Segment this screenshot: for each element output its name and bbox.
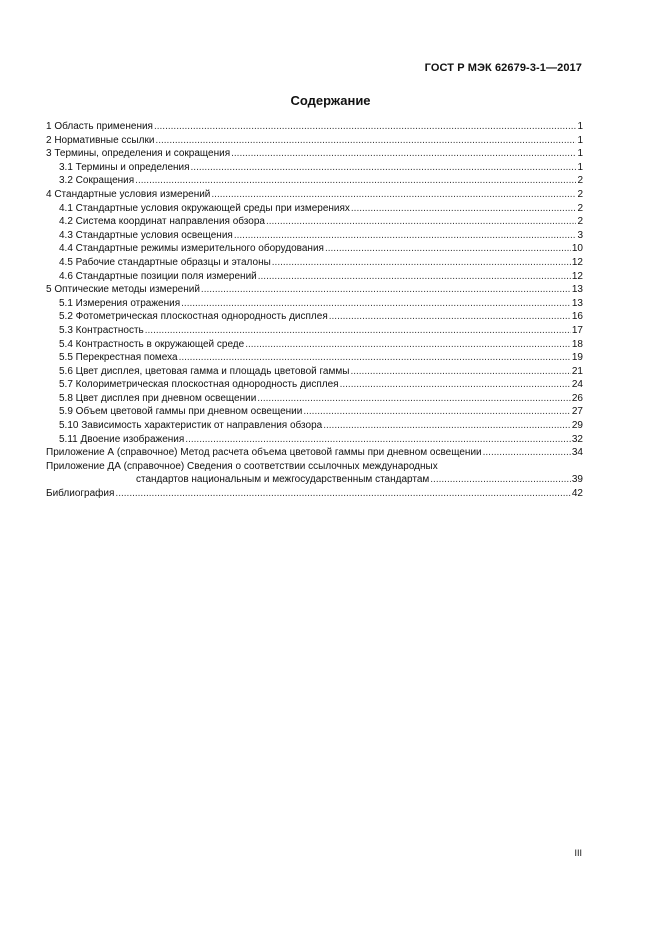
toc-entry-page: 12 xyxy=(571,270,583,282)
toc-entry[interactable] xyxy=(46,174,583,188)
table-of-contents xyxy=(46,120,583,501)
toc-entry[interactable] xyxy=(46,351,583,365)
toc-leader-dots xyxy=(258,270,571,284)
toc-leader-dots xyxy=(201,283,571,297)
toc-entry-label: 4.1 Стандартные условия окружающей среды при измерениях xyxy=(59,202,350,214)
toc-entry[interactable] xyxy=(46,392,583,406)
toc-leader-dots xyxy=(430,473,571,487)
toc-entry-label: 4.3 Стандартные условия освещения xyxy=(59,229,233,241)
toc-entry-label: 5.11 Двоение изображения xyxy=(59,433,185,445)
toc-entry[interactable] xyxy=(46,310,583,324)
toc-entry[interactable] xyxy=(46,378,583,392)
toc-entry-page: 3 xyxy=(577,229,583,241)
toc-entry[interactable] xyxy=(46,202,583,216)
toc-entry[interactable] xyxy=(46,256,583,270)
toc-entry-label: 3.1 Термины и определения xyxy=(59,161,190,173)
toc-entry-label: 5.1 Измерения отражения xyxy=(59,297,181,309)
toc-entry-page: 2 xyxy=(577,202,583,214)
toc-entry-page: 1 xyxy=(577,121,583,132)
toc-entry[interactable] xyxy=(46,147,583,161)
toc-entry[interactable] xyxy=(46,215,583,229)
toc-entry[interactable] xyxy=(46,242,583,256)
toc-entry-label: Приложение ДА (справочное) Сведения о соответствии ссылочных международных xyxy=(46,460,438,472)
toc-entry-label: 1 Область применения xyxy=(46,121,153,132)
toc-entry-label: 4 Стандартные условия измерений xyxy=(46,188,211,200)
toc-entry-label: 4.6 Стандартные позиции поля измерений xyxy=(59,270,257,282)
toc-entry-page: 29 xyxy=(571,420,583,432)
toc-entry-page: 12 xyxy=(571,256,583,268)
toc-entry-page: 1 xyxy=(577,134,583,146)
toc-leader-dots xyxy=(154,120,576,134)
toc-entry-page: 18 xyxy=(571,338,583,350)
toc-entry-page: 1 xyxy=(577,148,583,160)
toc-entry-label: стандартов национальным и межгосударственным стандартам xyxy=(136,474,430,486)
toc-entry-page: 2 xyxy=(577,175,583,187)
document-number: ГОСТ Р МЭК 62679-3-1—2017 xyxy=(424,62,582,74)
toc-leader-dots xyxy=(234,229,577,243)
toc-entry[interactable] xyxy=(46,134,583,148)
toc-leader-dots xyxy=(245,338,571,352)
toc-entry-label: 5.6 Цвет дисплея, цветовая гамма и площадь цветовой гаммы xyxy=(59,365,350,377)
toc-entry-page: 39 xyxy=(571,474,583,486)
toc-entry-bibliography[interactable] xyxy=(46,487,583,501)
toc-leader-dots xyxy=(115,487,570,501)
toc-leader-dots xyxy=(351,202,577,216)
toc-entry-label: Приложение А (справочное) Метод расчета объема цветовой гаммы при дневном освещении xyxy=(46,447,482,459)
page-number: III xyxy=(574,848,582,858)
toc-entry-page: 21 xyxy=(571,365,583,377)
toc-entry[interactable] xyxy=(46,161,583,175)
toc-entry-label: 3 Термины, определения и сокращения xyxy=(46,148,231,160)
toc-entry-page: 2 xyxy=(577,216,583,228)
toc-entry[interactable] xyxy=(46,324,583,338)
toc-entry-page: 2 xyxy=(577,188,583,200)
page-title: Содержание xyxy=(290,93,371,108)
toc-entry[interactable] xyxy=(46,297,583,311)
toc-entry-page: 42 xyxy=(571,488,583,500)
toc-leader-dots xyxy=(231,147,576,161)
toc-entry-page: 17 xyxy=(571,324,583,336)
toc-entry[interactable] xyxy=(46,229,583,243)
toc-entry-page: 10 xyxy=(571,243,583,255)
toc-leader-dots xyxy=(303,405,571,419)
toc-entry[interactable] xyxy=(46,419,583,433)
toc-entry-label: 4.4 Стандартные режимы измерительного оборудования xyxy=(59,243,324,255)
toc-leader-dots xyxy=(340,378,571,392)
toc-leader-dots xyxy=(179,351,571,365)
toc-leader-dots xyxy=(350,365,570,379)
toc-entry-label: 5.4 Контрастность в окружающей среде xyxy=(59,338,245,350)
toc-leader-dots xyxy=(185,433,571,447)
toc-leader-dots xyxy=(211,188,576,202)
toc-entry-page: 24 xyxy=(571,379,583,391)
toc-entry-label: 5.9 Объем цветовой гаммы при дневном освещении xyxy=(59,406,303,418)
toc-entry-label: 5 Оптические методы измерений xyxy=(46,284,200,296)
toc-entry[interactable] xyxy=(46,283,583,297)
toc-entry-label: 5.2 Фотометрическая плоскостная однородность дисплея xyxy=(59,311,328,323)
toc-leader-dots xyxy=(155,134,576,148)
toc-leader-dots xyxy=(191,161,577,175)
toc-entry-page: 16 xyxy=(571,311,583,323)
toc-entry[interactable] xyxy=(46,365,583,379)
toc-leader-dots xyxy=(257,392,571,406)
toc-entry-page: 19 xyxy=(571,352,583,364)
toc-entry-label: 5.3 Контрастность xyxy=(59,324,144,336)
toc-entry-page: 13 xyxy=(571,284,583,296)
toc-leader-dots xyxy=(145,324,571,338)
toc-leader-dots xyxy=(329,310,571,324)
toc-entry[interactable] xyxy=(46,405,583,419)
toc-entry-label: 4.5 Рабочие стандартные образцы и эталоны xyxy=(59,256,271,268)
toc-entry[interactable] xyxy=(46,270,583,284)
toc-entry[interactable] xyxy=(46,120,583,134)
toc-entry[interactable] xyxy=(46,188,583,202)
toc-entry[interactable] xyxy=(46,433,583,447)
toc-entry[interactable] xyxy=(46,338,583,352)
toc-entry-page: 26 xyxy=(571,392,583,404)
toc-entry[interactable] xyxy=(46,446,583,460)
toc-entry-label: Библиография xyxy=(46,488,115,500)
toc-entry-label: 2 Нормативные ссылки xyxy=(46,134,155,146)
toc-leader-dots xyxy=(272,256,571,270)
toc-leader-dots xyxy=(181,297,571,311)
toc-entry-appendix-da-continued[interactable] xyxy=(46,473,583,487)
toc-entry-label: 5.5 Перекрестная помеха xyxy=(59,352,178,364)
toc-entry-page: 32 xyxy=(571,433,583,445)
toc-entry-label: 3.2 Сокращения xyxy=(59,175,135,187)
toc-leader-dots xyxy=(266,215,576,229)
toc-entry-label: 5.7 Колориметрическая плоскостная однородность дисплея xyxy=(59,379,339,391)
toc-leader-dots xyxy=(323,419,571,433)
toc-entry-label: 5.10 Зависимость характеристик от направления обзора xyxy=(59,420,323,432)
toc-leader-dots xyxy=(325,242,571,256)
toc-entry-label: 4.2 Система координат направления обзора xyxy=(59,216,265,228)
toc-entry-page: 13 xyxy=(571,297,583,309)
toc-entry-page: 1 xyxy=(577,161,583,173)
toc-leader-dots xyxy=(135,174,576,188)
toc-entry-page: 27 xyxy=(571,406,583,418)
toc-entry-label: 5.8 Цвет дисплея при дневном освещении xyxy=(59,392,257,404)
toc-entry-appendix-da[interactable] xyxy=(46,460,583,474)
toc-entry-page: 34 xyxy=(571,447,583,459)
toc-leader-dots xyxy=(483,446,571,460)
